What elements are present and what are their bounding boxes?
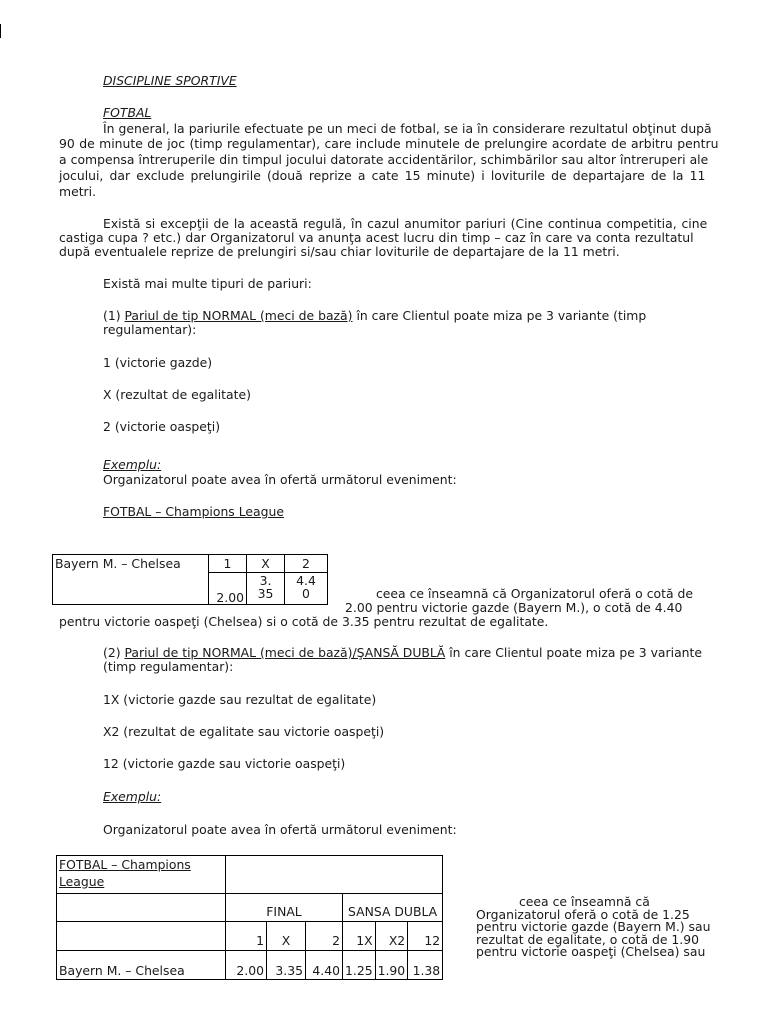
- explain-2-line: rezultat de egalitate, o cotă de 1.90: [476, 931, 700, 947]
- example-text-2: Organizatorul poate avea în ofertă următorul eveniment:: [103, 822, 457, 837]
- intro-line: jocului, dar exclude prelungirile (două reprize a cate 15 minute) i loviturile de departajare de la 11: [59, 168, 706, 183]
- odds-2: 4.40: [306, 951, 343, 980]
- intro-line: 90 de minute de joc (timp regulamentar), care include minutele de prelungire acordate de arbitru pentru: [59, 136, 719, 151]
- section1-title: Pariul de tip NORMAL (meci de bază): [124, 308, 353, 323]
- table2-blank-cell: [57, 894, 226, 922]
- table2-blank-cell: [57, 922, 226, 951]
- exception-line: după eventualele reprize de prelungiri si/sau chiar loviturile de departajare de la 11 metri.: [59, 244, 620, 259]
- option-1x: 1X (victorie gazde sau rezultat de egalitate): [103, 692, 377, 707]
- odds-1: 2.00: [226, 951, 267, 980]
- odds-1x: 1.25: [343, 951, 376, 980]
- section1-line2: regulamentar):: [103, 322, 197, 337]
- example-text-1: Organizatorul poate avea în ofertă următorul eveniment:: [103, 472, 457, 487]
- table2-title-line1: FOTBAL – Champions: [59, 857, 191, 872]
- header-x: X: [247, 555, 285, 573]
- section2-number: (2): [103, 645, 125, 660]
- odds-12: 1.38: [408, 951, 443, 980]
- header-1: 1: [226, 922, 267, 951]
- section1-number: (1): [103, 308, 125, 323]
- table2-title-line2: League: [59, 874, 105, 889]
- event-title-1: FOTBAL – Champions League: [103, 504, 284, 519]
- option-x: X (rezultat de egalitate): [103, 387, 251, 402]
- odds-1-cell: 2.00: [209, 573, 247, 605]
- odds-x-top: 3.: [259, 573, 272, 588]
- header-x: X: [267, 922, 306, 951]
- explain-1-line2: 2.00 pentru victorie gazde (Bayern M.), o cotă de 4.40: [345, 600, 683, 615]
- section2-rest: în care Clientul poate miza pe 3 variante: [445, 645, 702, 660]
- explain-2-line: Organizatorul oferă o cotă de 1.25: [476, 906, 690, 922]
- exception-line: castiga cupa ? etc.) dar Organizatorul va anunţa acest lucru din timp – caz în care va conta rezultatul: [59, 230, 694, 245]
- explain-2-block: [476, 896, 726, 959]
- group-final: FINAL: [226, 894, 343, 922]
- section1-line1: [103, 309, 646, 322]
- match-cell: Bayern M. – Chelsea: [53, 555, 209, 605]
- explain-2-line: pentru victorie gazde (Bayern M.) sau: [476, 919, 711, 935]
- table2-empty-cell: [226, 856, 443, 894]
- section1-rest: în care Clientul poate miza pe 3 variante (timp: [352, 308, 647, 323]
- header-1: 1: [209, 555, 247, 573]
- header-12: 12: [408, 922, 443, 951]
- option-12: 12 (victorie gazde sau victorie oaspeţi): [103, 756, 346, 771]
- odds-2-cell: [285, 573, 328, 605]
- section2-line1: [103, 646, 702, 659]
- subheading-fotbal: FOTBAL: [103, 105, 152, 120]
- intro-line: metri.: [59, 184, 97, 199]
- odds-x-bottom: 35: [257, 586, 274, 601]
- header-1x: 1X: [343, 922, 376, 951]
- intro-line: a compensa întreruperile din timpul jocului datorate accidentărilor, schimbărilor sau altor întreruperi ale: [59, 152, 709, 167]
- explain-2-line: ceea ce înseamnă că: [519, 894, 650, 909]
- example-label-2: Exemplu:: [103, 789, 162, 804]
- group-sansa-dubla: SANSA DUBLA: [343, 894, 443, 922]
- example-label-1: Exemplu:: [103, 457, 162, 472]
- odds-2-bottom: 0: [302, 586, 310, 601]
- explain-1-line1: ceea ce înseamnă că Organizatorul oferă o cotă de: [376, 586, 693, 601]
- explain-2-line: pentru victorie oaspeţi (Chelsea) sau: [476, 944, 706, 960]
- exception-line: Există si excepţii de la această regulă, în cazul anumitor pariuri (Cine continua competitia, cine: [103, 216, 708, 231]
- odds-table-normal: [52, 554, 328, 605]
- section2-title: Pariul de tip NORMAL (meci de bază)/ŞANSĂ DUBLĂ: [124, 645, 446, 660]
- table2-match-cell: Bayern M. – Chelsea: [57, 951, 226, 980]
- section2-line2: (timp regulamentar):: [103, 659, 234, 674]
- heading-discipline: DISCIPLINE SPORTIVE: [103, 73, 237, 88]
- header-2: 2: [285, 555, 328, 573]
- types-intro: Există mai multe tipuri de pariuri:: [103, 276, 312, 291]
- odds-table-double-chance: [56, 855, 443, 980]
- header-2: 2: [306, 922, 343, 951]
- option-2: 2 (victorie oaspeţi): [103, 419, 221, 434]
- explain-1-line3: pentru victorie oaspeţi (Chelsea) si o cotă de 3.35 pentru rezultat de egalitate.: [59, 614, 549, 629]
- odds-x2: 1.90: [375, 951, 408, 980]
- odds-x: 3.35: [267, 951, 306, 980]
- option-x2: X2 (rezultat de egalitate sau victorie oaspeţi): [103, 724, 385, 739]
- intro-line: În general, la pariurile efectuate pe un meci de fotbal, se ia în considerare rezultatul obţinut după: [103, 121, 712, 136]
- option-1: 1 (victorie gazde): [103, 355, 213, 370]
- table2-title-cell: [57, 856, 226, 894]
- header-x2: X2: [375, 922, 408, 951]
- text-cursor: [0, 24, 1, 38]
- odds-x-cell: [247, 573, 285, 605]
- odds-2-top: 4.4: [296, 573, 316, 588]
